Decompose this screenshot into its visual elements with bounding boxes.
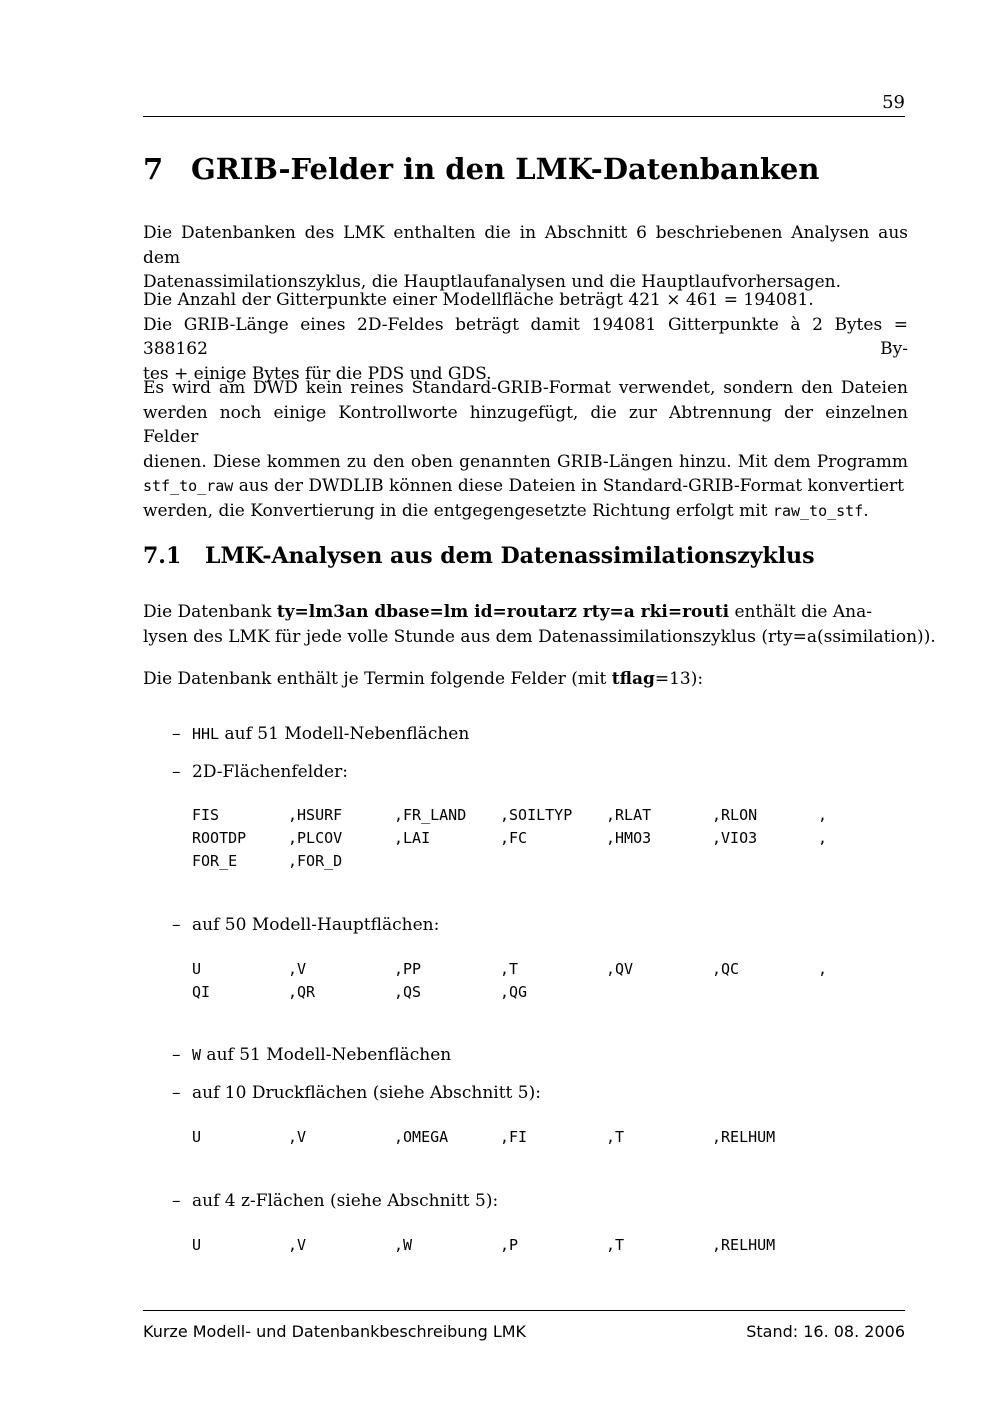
table-row	[192, 960, 924, 983]
section-heading	[143, 543, 815, 569]
table-cell: ,	[818, 806, 828, 824]
text-span: Die Datenbank	[143, 602, 277, 622]
table-hauptflaechen	[192, 960, 924, 1006]
program-name-raw-to-stf: raw_to_stf	[772, 501, 864, 520]
page-number: 59	[882, 92, 905, 113]
table-row	[192, 983, 924, 1006]
table-cell: ,PLCOV	[288, 829, 343, 847]
table-2d-fields	[192, 806, 924, 875]
table-cell: ,QG	[500, 983, 528, 1001]
table-cell: ,SOILTYP	[500, 806, 573, 824]
paragraph-line: Datenassimilationszyklus, die Hauptlaufanalysen und die Hauptlaufvorhersagen.	[143, 272, 841, 292]
paragraph-line: dienen. Diese kommen zu den oben genannten GRIB-Längen hinzu. Mit dem Programm	[143, 451, 908, 472]
paragraph-line: Die GRIB-Länge eines 2D-Feldes beträgt damit 194081 Gitterpunkte à 2 Bytes = 388162 By-	[143, 314, 908, 359]
table-cell: ROOTDP	[192, 829, 247, 847]
paragraph-fields	[143, 667, 908, 692]
table-cell: ,	[818, 829, 828, 847]
table-cell: ,RLON	[712, 806, 758, 824]
chapter-number: 7	[143, 152, 164, 186]
paragraph-line: Es wird am DWD kein reines Standard-GRIB-Format verwendet, sondern den Dateien	[143, 378, 908, 398]
paragraph-line: Die Datenbanken des LMK enthalten die in Abschnitt 6 beschriebenen Analysen aus dem	[143, 223, 908, 268]
text-span: .	[863, 500, 869, 521]
program-name-stf-to-raw: stf_to_raw	[143, 477, 234, 495]
tflag-label: tflag	[611, 669, 655, 689]
table-row	[192, 1236, 818, 1259]
paragraph-format	[143, 376, 908, 523]
table-cell: U	[192, 960, 202, 978]
table-cell: ,QS	[394, 983, 422, 1001]
table-cell: ,VIO3	[712, 829, 758, 847]
paragraph-line	[143, 499, 908, 524]
footer-date: Stand: 16. 08. 2006	[746, 1322, 905, 1341]
list-text: auf 50 Modell-Hauptflächen:	[192, 915, 440, 935]
database-spec: ty=lm3an dbase=lm id=routarz rty=a rki=routi	[276, 602, 730, 622]
list-dash: –	[172, 1083, 181, 1103]
text-span: werden, die Konvertierung in die entgegengesetzte Richtung erfolgt mit	[143, 500, 773, 521]
field-code: W	[192, 1046, 202, 1064]
table-row	[192, 806, 924, 829]
text-span: =13):	[654, 669, 704, 689]
table-z-flaechen	[192, 1236, 818, 1259]
chapter-title: GRIB-Felder in den LMK-Datenbanken	[191, 152, 820, 186]
table-cell: QI	[192, 983, 211, 1001]
table-cell: ,P	[500, 1236, 519, 1254]
table-cell: ,QV	[606, 960, 634, 978]
table-row	[192, 829, 924, 852]
table-cell: ,W	[394, 1236, 413, 1254]
paragraph-line: lysen des LMK für jede volle Stunde aus dem Datenassimilationszyklus (rty=a(ssimilation)).	[143, 626, 936, 647]
table-cell: ,T	[606, 1128, 625, 1146]
list-dash: –	[172, 724, 181, 744]
text-span: Die Datenbank enthält je Termin folgende Felder (mit	[143, 669, 612, 689]
paragraph-line: werden noch einige Kontrollworte hinzugefügt, die zur Abtrennung der einzelnen Felder	[143, 402, 908, 447]
list-item-z	[172, 1191, 498, 1211]
footer-rule	[143, 1310, 905, 1311]
table-cell: ,T	[606, 1236, 625, 1254]
table-cell: ,V	[288, 1236, 307, 1254]
table-cell: ,FR_LAND	[394, 806, 467, 824]
field-code: HHL	[192, 725, 220, 743]
table-cell: U	[192, 1128, 202, 1146]
table-cell: U	[192, 1236, 202, 1254]
paragraph-gridpoints	[143, 288, 908, 386]
section-number: 7.1	[143, 543, 182, 569]
paragraph-line: Die Anzahl der Gitterpunkte einer Modellfläche beträgt 421 × 461 = 194081.	[143, 290, 814, 310]
table-cell: ,FOR_D	[288, 852, 343, 870]
list-dash: –	[172, 762, 181, 782]
section-title: LMK-Analysen aus dem Datenassimilationszyklus	[205, 543, 815, 569]
paragraph-intro	[143, 221, 908, 295]
table-cell: ,HMO3	[606, 829, 652, 847]
table-cell: ,LAI	[394, 829, 431, 847]
paragraph-line: tes + einige Bytes für die PDS und GDS.	[143, 363, 492, 384]
table-cell: ,OMEGA	[394, 1128, 449, 1146]
list-item-2d	[172, 762, 348, 782]
paragraph-line	[143, 474, 908, 499]
list-text: 2D-Flächenfelder:	[192, 762, 348, 782]
list-dash: –	[172, 1191, 181, 1211]
text-span: aus der DWDLIB können diese Dateien in Standard-GRIB-Format konvertiert	[233, 476, 905, 496]
list-text: auf 10 Druckflächen (siehe Abschnitt 5):	[192, 1083, 541, 1103]
list-item-hhl	[172, 724, 469, 744]
table-cell: FOR_E	[192, 852, 238, 870]
table-cell: ,RELHUM	[712, 1128, 776, 1146]
table-cell: ,	[818, 960, 828, 978]
table-cell: FIS	[192, 806, 220, 824]
paragraph-database	[143, 600, 936, 649]
header-rule	[143, 116, 905, 117]
text-span: enthält die Ana-	[729, 602, 872, 622]
table-druckflaechen	[192, 1128, 818, 1151]
table-cell: ,RLAT	[606, 806, 652, 824]
table-row	[192, 1128, 818, 1151]
table-cell: ,FC	[500, 829, 528, 847]
list-text: auf 51 Modell-Nebenflächen	[201, 1045, 452, 1065]
list-item-w	[172, 1045, 451, 1065]
table-cell: ,RELHUM	[712, 1236, 776, 1254]
chapter-heading	[143, 152, 819, 186]
table-row	[192, 852, 924, 875]
table-cell: ,HSURF	[288, 806, 343, 824]
table-cell: ,FI	[500, 1128, 528, 1146]
list-item-druck	[172, 1083, 541, 1103]
paragraph-line	[143, 667, 908, 692]
list-text: auf 51 Modell-Nebenflächen	[219, 724, 470, 744]
table-cell: ,QR	[288, 983, 316, 1001]
list-dash: –	[172, 915, 181, 935]
table-cell: ,PP	[394, 960, 422, 978]
list-text: auf 4 z-Flächen (siehe Abschnitt 5):	[192, 1191, 499, 1211]
table-cell: ,QC	[712, 960, 740, 978]
table-cell: ,T	[500, 960, 519, 978]
list-dash: –	[172, 1045, 181, 1065]
table-cell: ,V	[288, 1128, 307, 1146]
paragraph-line	[143, 600, 908, 625]
footer-title: Kurze Modell- und Datenbankbeschreibung LMK	[143, 1322, 527, 1341]
table-cell: ,V	[288, 960, 307, 978]
list-item-haupt	[172, 915, 439, 935]
